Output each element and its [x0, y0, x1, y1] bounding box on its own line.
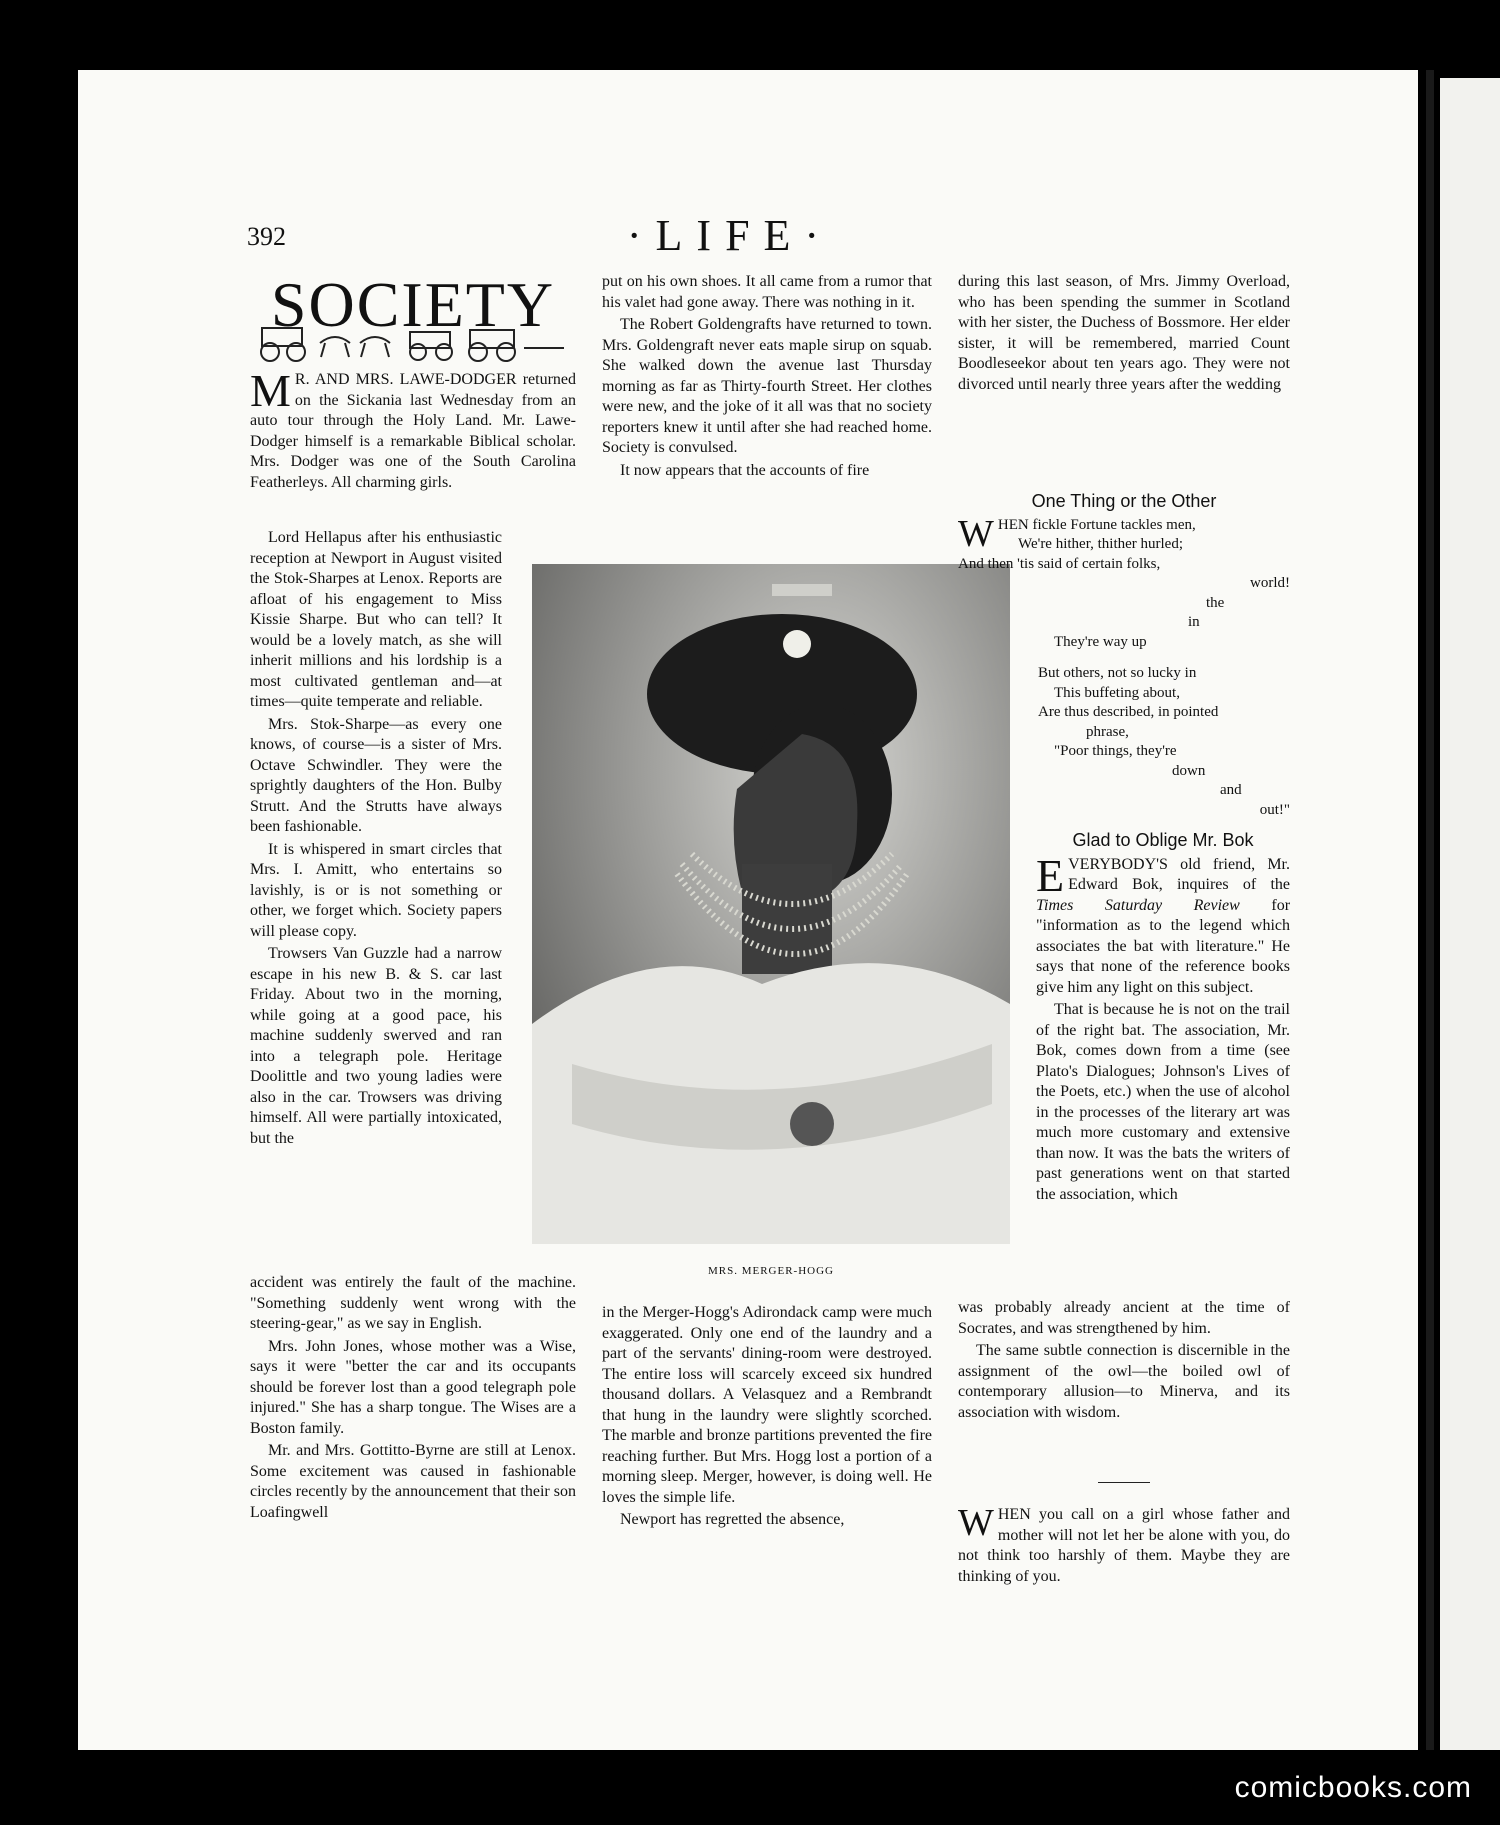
society-paragraph-4: It is whispered in smart circles that Mrs. I. Amitt, who entertains so lavishly, is or is not something or other, we forget which. Society papers will please copy.	[250, 840, 502, 940]
poem-word-in: in	[1188, 614, 1200, 630]
poem-line-6: This buffeting about,	[1054, 684, 1180, 701]
society-paragraph-7: Mr. and Mrs. Gottitto-Byrne are still at Lenox. Some excitement was caused in fashionable circles recently by the announcement that their son Loafingwell	[250, 1442, 576, 1521]
poem-line-2: We're hither, thither hurled;	[1018, 536, 1183, 552]
poem-line-1: HEN fickle Fortune tackles men,	[997, 516, 1196, 533]
society-paragraph-1: R. AND MRS. LAWE-DODGER returned on the Sickania last Wednesday from an auto tour through the Holy Land. Mr. Lawe-Dodger himself is a remarkable Biblical scholar. Mrs. Dodger was one of the South Carolina Featherleys. All charming girls.	[250, 371, 576, 491]
poem-word-the: the	[1206, 594, 1225, 611]
bok-paragraph-2: That is because he is not on the trail of the right bat. The association, Mr. Bok, comes down from a time (see Plato's Dialogues; Johnson's Lives of the Poets, etc.) when the use of alcohol in the processes of the literary art was much more customary and extensive than now. It was the bats the writers of past generations went on that started the association, which	[1036, 1001, 1290, 1203]
society-column-1-middle	[250, 528, 502, 1151]
poem-one-thing-or-the-other	[958, 482, 1290, 820]
society-col2-paragraph-1: put on his own shoes. It all came from a rumor that his valet had gone away. There was nothing in it.	[602, 273, 932, 311]
section-divider	[1098, 1482, 1150, 1483]
portrait-woman-image	[532, 564, 1010, 1244]
photo-caption: MRS. MERGER-HOGG	[707, 1265, 834, 1277]
page-number: 392	[247, 222, 286, 251]
poem-word-down: down	[1172, 762, 1206, 779]
closing-paragraph	[958, 1502, 1290, 1589]
poem-word-world: world!	[1250, 575, 1290, 591]
poem-line-8: phrase,	[1086, 723, 1129, 740]
society-column-3-top	[958, 272, 1290, 397]
portrait-photograph	[532, 564, 1010, 1244]
bok-article-continued	[958, 1298, 1290, 1425]
poem-line-5: But others, not so lucky in	[1038, 665, 1197, 681]
masthead-title: ·LIFE·	[626, 211, 834, 260]
society-col2-paragraph-2: The Robert Goldengrafts have returned to town. Mrs. Goldengraft never eats maple sirup on squab. She walked down the avenue last Thursday morning as far as Thirty-fourth Street. Her clothes were new, and the joke of it all was that no society reporters knew it until after she had reached home. Society is convulsed.	[602, 316, 932, 456]
society-column-1-top	[250, 365, 576, 495]
society-paragraph-6: Mrs. John Jones, whose mother was a Wise, says it were "better the car and its occupants should be forever lost than a good telegraph pole injured." She has a sharp tongue. The Wises are a Boston family.	[250, 1337, 576, 1437]
carriage-vignette-illustration	[250, 288, 576, 368]
poem-word-out: out!"	[1259, 801, 1290, 818]
binding-spine	[1426, 70, 1434, 1750]
dropcap-m: M	[250, 365, 291, 416]
society-col3-paragraph-1: during this last season, of Mrs. Jimmy Overload, who has been spending the summer in Scotland with her sister, the Duchess of Bossmore. Her elder sister, it will be remembered, married Count Boodleseekor about ten years ago. They were not divorced until nearly three years after the wedding	[958, 273, 1290, 393]
poem-line-poor-things: "Poor things, they're	[1054, 743, 1177, 759]
society-column-2-bottom	[602, 1303, 932, 1533]
society-column-2-top	[602, 272, 932, 483]
society-paragraph-5-continued: accident was entirely the fault of the machine. "Something suddenly went wrong with the steering-gear," as we say in English.	[250, 1274, 576, 1332]
bok-paragraph-1b: for "information as to the legend which associates the bat with literature." He says that none of the reference books give him any light on this subject.	[1036, 896, 1291, 996]
facing-page-edge	[1440, 78, 1500, 1750]
poem-word-and: and	[1220, 782, 1242, 798]
poem-line-way-up: They're way up	[1054, 633, 1147, 650]
bok-paragraph-3: The same subtle connection is discernible in the assignment of the owl—the boiled owl of contemporary allusion—to Minerva, and its association with wisdom.	[958, 1342, 1290, 1421]
society-paragraph-2: Lord Hellapus after his enthusiastic reception at Newport in August visited the Stok-Sharpes at Lenox. Reports are afloat of his engagement to Miss Kissie Sharpe. But who can tell? It would be a lovely match, as she will inherit millions and his lordship is a most cultivated gentleman and—at times—quite temperate and reliable.	[250, 529, 502, 710]
poem-title: One Thing or the Other	[1031, 491, 1217, 511]
society-paragraph-3: Mrs. Stok-Sharpe—as every one knows, of course—is a sister of Mrs. Octave Schwindler. They were the sprightly daughters of the Hon. Bulby Strutt. And the Strutts have always been fashionable.	[250, 715, 502, 835]
dropcap-w: W	[958, 512, 994, 555]
closing-text: HEN you call on a girl whose father and mother will not let her be alone with you, do not think too harshly of them. Maybe they are thinking of you.	[958, 1506, 1290, 1585]
bok-review-title: Times Saturday Review	[1036, 896, 1240, 914]
bok-paragraph-1a: VERYBODY'S old friend, Mr. Edward Bok, inquires of the	[1068, 855, 1290, 893]
society-header	[250, 268, 576, 366]
society-col2-paragraph-3: It now appears that the accounts of fire	[620, 461, 870, 479]
dropcap-e: E	[1036, 849, 1065, 901]
dropcap-w-closing: W	[958, 1502, 994, 1544]
society-paragraph-5: Trowsers Van Guzzle had a narrow escape in his new B. & S. car last Friday. About two in the morning, while going at a good pace, his machine suddenly swerved and ran into a telegraph pole. Heritage Doolittle and two young ladies were also in the car. Trowsers was driving himself. All were partially intoxicated, but the	[250, 945, 502, 1147]
bok-paragraph-2-continued: was probably already ancient at the time of Socrates, and was strengthened by him.	[958, 1299, 1290, 1337]
poem-line-3: And then 'tis said of certain folks,	[958, 555, 1161, 572]
society-col2-paragraph-5: Newport has regretted the absence,	[620, 1511, 845, 1528]
poem-line-7: Are thus described, in pointed	[1038, 704, 1219, 720]
society-col2-paragraph-4: in the Merger-Hogg's Adirondack camp were much exaggerated. Only one end of the laundry and a part of the servants' dining-room were destroyed. The entire loss will scarcely exceed six hundred thousand dollars. A Velasquez and a Rembrandt that hung in the laundry were slightly scorched. The marble and bronze partitions prevented the fire reaching further. But Mrs. Hogg lost a portion of a morning sleep. Merger, however, is doing well. He loves the simple life.	[602, 1304, 932, 1506]
bok-article	[1036, 830, 1290, 1207]
society-title: SOCIETY	[270, 269, 556, 340]
society-column-1-bottom	[250, 1273, 576, 1525]
bok-title: Glad to Oblige Mr. Bok	[1072, 830, 1254, 850]
watermark: comicbooks.com	[1234, 1771, 1472, 1804]
